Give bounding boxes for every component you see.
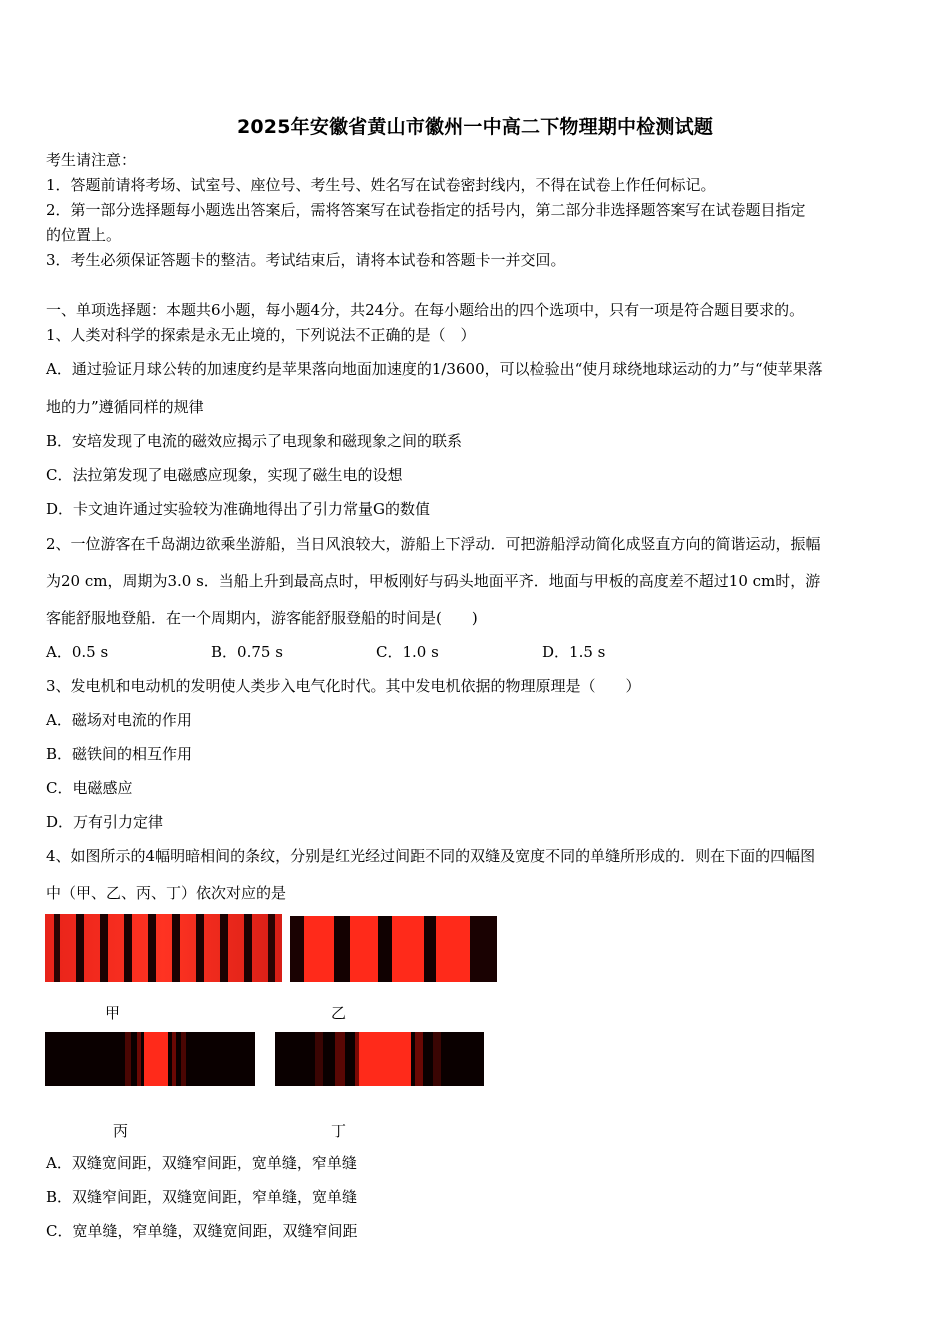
notice-item-2-cont: 的位置上。 xyxy=(46,226,122,244)
caption-bing: 丙 xyxy=(113,1122,129,1140)
q2-option-b: B．0.75 s xyxy=(211,643,283,661)
q3-option-b: B．磁铁间的相互作用 xyxy=(46,745,193,763)
q3-option-d: D．万有引力定律 xyxy=(46,813,164,831)
fringe-figure-bing xyxy=(45,1032,255,1086)
notice-item-2: 2．第一部分选择题每小题选出答案后，需将答案写在试卷指定的括号内，第二部分非选择题答案写在试卷题目指定 xyxy=(46,201,806,219)
exam-title: 2025年安徽省黄山市徽州一中高二下物理期中检测试题 xyxy=(236,116,714,138)
q4-option-c: C．宽单缝，窄单缝，双缝宽间距，双缝窄间距 xyxy=(46,1222,358,1240)
q4-option-b: B．双缝窄间距，双缝宽间距，窄单缝，宽单缝 xyxy=(46,1188,358,1206)
q4-stem-line-2: 中（甲、乙、丙、丁）依次对应的是 xyxy=(46,884,287,902)
caption-yi: 乙 xyxy=(331,1004,347,1022)
fringe-figure-ding xyxy=(275,1032,484,1086)
q1-option-a: A．通过验证月球公转的加速度约是苹果落向地面加速度的1/3600，可以检验出“使月球绕地球运动的力”与“使苹果落 xyxy=(46,360,823,378)
q1-option-b: B．安培发现了电流的磁效应揭示了电现象和磁现象之间的联系 xyxy=(46,432,463,450)
q2-stem-line-3: 客能舒服地登船．在一个周期内，游客能舒服登船的时间是( ) xyxy=(46,609,478,627)
caption-jia: 甲 xyxy=(105,1004,121,1022)
q1-option-c: C．法拉第发现了电磁感应现象，实现了磁生电的设想 xyxy=(46,466,403,484)
q2-option-d: D．1.5 s xyxy=(542,643,606,661)
fringe-figure-jia xyxy=(45,914,282,982)
caption-ding: 丁 xyxy=(331,1122,347,1140)
q2-stem-line-1: 2、一位游客在千岛湖边欲乘坐游船，当日风浪较大，游船上下浮动．可把游船浮动简化成竖直方向的简谐运动，振幅 xyxy=(46,535,821,553)
q1-option-d: D．卡文迪许通过实验较为准确地得出了引力常量G的数值 xyxy=(46,500,431,518)
fringe-figure-yi xyxy=(290,916,497,982)
q3-stem: 3、发电机和电动机的发明使人类步入电气化时代。其中发电机依据的物理原理是（ ） xyxy=(46,677,641,695)
q4-stem-line-1: 4、如图所示的4幅明暗相间的条纹，分别是红光经过间距不同的双缝及宽度不同的单缝所形成的．则在下面的四幅图 xyxy=(46,847,816,865)
q2-option-a: A．0.5 s xyxy=(46,643,109,661)
notice-item-3: 3．考生必须保证答题卡的整洁。考试结束后，请将本试卷和答题卡一并交回。 xyxy=(46,251,566,269)
q3-option-c: C．电磁感应 xyxy=(46,779,133,797)
q1-stem: 1、人类对科学的探索是永无止境的，下列说法不正确的是（ ） xyxy=(46,326,476,344)
q2-options xyxy=(46,641,746,663)
q4-option-a: A．双缝宽间距，双缝窄间距，宽单缝，窄单缝 xyxy=(46,1154,357,1172)
q2-option-c: C．1.0 s xyxy=(376,643,439,661)
section-heading: 一、单项选择题：本题共6小题，每小题4分，共24分。在每小题给出的四个选项中，只有一项是符合题目要求的。 xyxy=(46,301,805,319)
notice-item-1: 1．答题前请将考场、试室号、座位号、考生号、姓名写在试卷密封线内，不得在试卷上作任何标记。 xyxy=(46,176,716,194)
q1-option-a-cont: 地的力”遵循同样的规律 xyxy=(46,398,204,416)
notice-heading: 考生请注意： xyxy=(46,151,137,169)
q2-stem-line-2: 为20 cm，周期为3.0 s．当船上升到最高点时，甲板刚好与码头地面平齐．地面与甲板的高度差不超过10 cm时，游 xyxy=(46,572,821,590)
q3-option-a: A．磁场对电流的作用 xyxy=(46,711,192,729)
